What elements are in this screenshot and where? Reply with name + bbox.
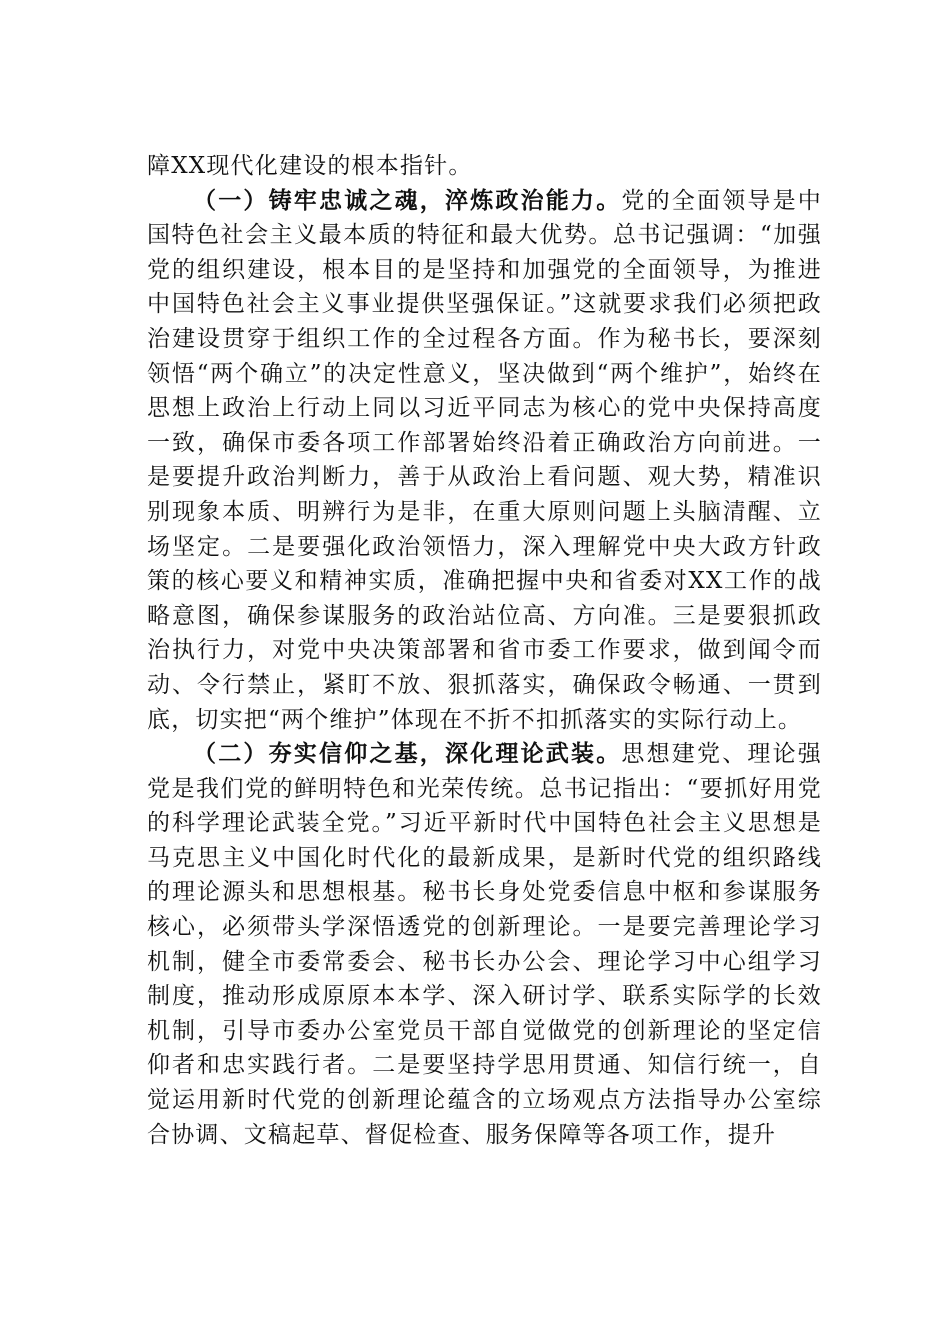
document-body: [147, 149, 822, 1152]
section-heading: （一）铸牢忠诚之魂，淬炼政治能力。: [193, 186, 622, 214]
section-heading: （二）夯实信仰之基，深化理论武装。: [193, 740, 622, 768]
paragraph-text: 党的全面领导是中国特色社会主义最本质的特征和最大优势。总书记强调：“加强党的组织建设，根本目的是坚持和加强党的全面领导，为推进中国特色社会主义事业提供坚强保证。”这就要求我们必须把政治建设贯穿于组织工作的全过程各方面。作为秘书长，要深刻领悟“两个确立”的决定性意义，坚决做到“两个维护”，始终在思想上政治上行动上同以习近平同志为核心的党中央保持高度一致，确保市委各项工作部署始终沿着正确政治方向前进。一是要提升政治判断力，善于从政治上看问题、观大势，精准识别现象本质、明辨行为是非，在重大原则问题上头脑清醒、立场坚定。二是要强化政治领悟力，深入理解党中央大政方针政策的核心要义和精神实质，准确把握中央和省委对XX工作的战略意图，确保参谋服务的政治站位高、方向准。三是要狠抓政治执行力，对党中央决策部署和省市委工作要求，做到闻令而动、令行禁止，紧盯不放、狠抓落实，确保政令畅通、一贯到底，切实把“两个维护”体现在不折不扣抓落实的实际行动上。: [147, 187, 822, 733]
paragraph-section-1: [147, 184, 822, 738]
paragraph-text: 障XX现代化建设的根本指针。: [147, 153, 473, 179]
paragraph-section-2: [147, 737, 822, 1152]
paragraph-continuation: [147, 149, 822, 184]
paragraph-text: 思想建党、理论强党是我们党的鲜明特色和光荣传统。总书记指出：“要抓好用党的科学理论武装全党。”习近平新时代中国特色社会主义思想是马克思主义中国化时代化的最新成果，是新时代党的组织路线的理论源头和思想根基。秘书长身处党委信息中枢和参谋服务核心，必须带头学深悟透党的创新理论。一是要完善理论学习机制，健全市委常委会、秘书长办公会、理论学习中心组学习制度，推动形成原原本本学、深入研讨学、联系实际学的长效机制，引导市委办公室党员干部自觉做党的创新理论的坚定信仰者和忠实践行者。二是要坚持学思用贯通、知信行统一，自觉运用新时代党的创新理论蕴含的立场观点方法指导办公室综合协调、文稿起草、督促检查、服务保障等各项工作，提升: [147, 741, 822, 1148]
